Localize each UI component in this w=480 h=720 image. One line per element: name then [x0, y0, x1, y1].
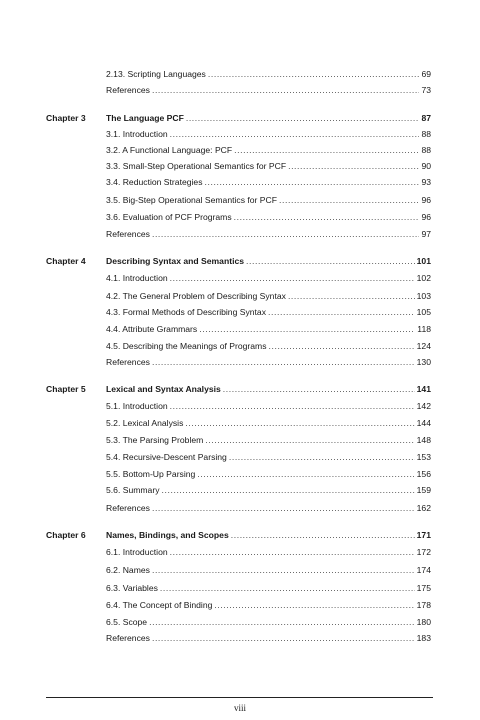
toc-entry[interactable] — [106, 600, 431, 611]
toc-entry[interactable] — [106, 273, 431, 284]
toc-entry[interactable] — [106, 485, 431, 496]
toc-entry-title: 3.1. Introduction — [106, 129, 168, 139]
chapter-label: Chapter 6 — [46, 530, 86, 540]
toc-entry-page: 156 — [416, 469, 431, 479]
dot-leader — [152, 565, 415, 576]
dot-leader — [152, 85, 419, 96]
toc-entry-page: 162 — [416, 503, 431, 513]
toc-entry-title: 3.2. A Functional Language: PCF — [106, 145, 233, 155]
dot-leader — [152, 357, 415, 368]
dot-leader — [152, 503, 415, 514]
toc-entry[interactable] — [106, 503, 431, 514]
toc-entry-title: 3.5. Big-Step Operational Semantics for PCF — [106, 195, 277, 205]
toc-entry-title: 4.3. Formal Methods of Describing Syntax — [106, 307, 267, 317]
toc-entry-page: 102 — [416, 273, 431, 283]
toc-entry-page: 96 — [421, 195, 431, 205]
toc-entry-page: 159 — [416, 485, 431, 495]
toc-entry-page: 130 — [416, 357, 431, 367]
toc-entry-page: 88 — [421, 129, 431, 139]
toc-entry-page: 87 — [421, 113, 431, 123]
toc-entry-page: 105 — [416, 307, 431, 317]
toc-entry-title: 3.6. Evaluation of PCF Programs — [106, 212, 232, 222]
footer-rule — [46, 697, 433, 698]
toc-entry-title: 4.4. Attribute Grammars — [106, 324, 198, 334]
toc-entry-page: 171 — [416, 530, 431, 540]
toc-entry-page: 88 — [421, 145, 431, 155]
toc-entry[interactable] — [106, 547, 431, 558]
toc-entry-page: 183 — [416, 633, 431, 643]
toc-entry-title: 6.5. Scope — [106, 617, 148, 627]
toc-entry[interactable] — [106, 161, 431, 172]
toc-entry-page: 175 — [416, 583, 431, 593]
dot-leader — [231, 530, 415, 541]
toc-entry-title: 5.4. Recursive-Descent Parsing — [106, 452, 227, 462]
toc-chapter-entry[interactable] — [106, 256, 431, 267]
chapter-label: Chapter 4 — [46, 256, 86, 266]
toc-chapter-entry[interactable] — [106, 113, 431, 124]
dot-leader — [149, 617, 415, 628]
dot-leader — [186, 113, 420, 124]
dot-leader — [152, 633, 415, 644]
toc-entry-title: 4.1. Introduction — [106, 273, 168, 283]
toc-entry[interactable] — [106, 418, 431, 429]
toc-entry[interactable] — [106, 324, 431, 335]
dot-leader — [208, 69, 420, 80]
toc-entry-title: 3.4. Reduction Strategies — [106, 177, 203, 187]
toc-entry[interactable] — [106, 469, 431, 480]
toc-entry-page: 174 — [416, 565, 431, 575]
toc-entry[interactable] — [106, 583, 431, 594]
dot-leader — [269, 341, 415, 352]
dot-leader — [288, 291, 415, 302]
toc-entry-title: 5.3. The Parsing Problem — [106, 435, 204, 445]
toc-entry-page: 142 — [416, 401, 431, 411]
toc-entry[interactable] — [106, 145, 431, 156]
toc-entry-title: References — [106, 85, 150, 95]
toc-entry-title: 5.2. Lexical Analysis — [106, 418, 184, 428]
toc-entry[interactable] — [106, 357, 431, 368]
toc-entry-title: The Language PCF — [106, 113, 184, 123]
toc-entry-page: 124 — [416, 341, 431, 351]
toc-entry-title: 4.5. Describing the Meanings of Programs — [106, 341, 267, 351]
dot-leader — [170, 547, 415, 558]
dot-leader — [170, 129, 420, 140]
dot-leader — [229, 452, 415, 463]
dot-leader — [185, 418, 414, 429]
toc-entry-title: Describing Syntax and Semantics — [106, 256, 245, 266]
toc-entry[interactable] — [106, 617, 431, 628]
toc-entry[interactable] — [106, 565, 431, 576]
dot-leader — [197, 469, 414, 480]
dot-leader — [205, 177, 420, 188]
chapter-label: Chapter 5 — [46, 384, 86, 394]
toc-entry-title: 4.2. The General Problem of Describing Syntax — [106, 291, 286, 301]
toc-entry-page: 101 — [416, 256, 431, 266]
toc-entry-title: 5.5. Bottom-Up Parsing — [106, 469, 196, 479]
dot-leader — [223, 384, 415, 395]
chapter-label: Chapter 3 — [46, 113, 86, 123]
toc-entry-title: 6.4. The Concept of Binding — [106, 600, 213, 610]
toc-entry[interactable] — [106, 291, 431, 302]
toc-entry-page: 97 — [421, 229, 431, 239]
toc-entry[interactable] — [106, 401, 431, 412]
toc-entry-page: 144 — [416, 418, 431, 428]
toc-entry-page: 69 — [421, 69, 431, 79]
toc-entry-title: 6.3. Variables — [106, 583, 158, 593]
toc-entry[interactable] — [106, 195, 431, 206]
toc-entry-title: 3.3. Small-Step Operational Semantics for PCF — [106, 161, 287, 171]
toc-entry-page: 90 — [421, 161, 431, 171]
toc-entry-page: 103 — [416, 291, 431, 301]
toc-entry-page: 172 — [416, 547, 431, 557]
dot-leader — [162, 485, 415, 496]
toc-entry-page: 178 — [416, 600, 431, 610]
toc-entry-page: 118 — [417, 324, 431, 334]
dot-leader — [152, 229, 419, 240]
toc-chapter-entry[interactable] — [106, 384, 431, 395]
toc-entry[interactable] — [106, 452, 431, 463]
dot-leader — [234, 212, 420, 223]
toc-entry[interactable] — [106, 85, 431, 96]
dot-leader — [160, 583, 415, 594]
dot-leader — [170, 401, 415, 412]
toc-entry-title: Lexical and Syntax Analysis — [106, 384, 221, 394]
dot-leader — [279, 195, 419, 206]
toc-entry-title: References — [106, 633, 150, 643]
toc-entry-page: 96 — [421, 212, 431, 222]
dot-leader — [205, 435, 414, 446]
toc-entry[interactable] — [106, 435, 431, 446]
toc-entry[interactable] — [106, 177, 431, 188]
toc-entry-title: References — [106, 357, 150, 367]
toc-entry-page: 93 — [421, 177, 431, 187]
dot-leader — [288, 161, 419, 172]
toc-entry-title: 5.6. Summary — [106, 485, 160, 495]
toc-entry-page: 148 — [416, 435, 431, 445]
page-number: viii — [233, 703, 246, 713]
toc-entry-page: 73 — [421, 85, 431, 95]
toc-entry-page: 141 — [416, 384, 431, 394]
toc-entry-page: 153 — [416, 452, 431, 462]
toc-entry-title: Names, Bindings, and Scopes — [106, 530, 229, 540]
toc-entry[interactable] — [106, 341, 431, 352]
toc-entry-title: 5.1. Introduction — [106, 401, 168, 411]
toc-entry-title: References — [106, 503, 150, 513]
toc-entry-title: References — [106, 229, 150, 239]
toc-entry-title: 2.13. Scripting Languages — [106, 69, 206, 79]
toc-entry[interactable] — [106, 229, 431, 240]
dot-leader — [268, 307, 415, 318]
dot-leader — [199, 324, 415, 335]
toc-entry[interactable] — [106, 212, 431, 223]
toc-entry-title: 6.1. Introduction — [106, 547, 168, 557]
dot-leader — [246, 256, 415, 267]
dot-leader — [234, 145, 419, 156]
dot-leader — [170, 273, 415, 284]
toc-entry[interactable] — [106, 129, 431, 140]
toc-entry-title: 6.2. Names — [106, 565, 150, 575]
toc-entry-page: 180 — [416, 617, 431, 627]
toc-chapter-entry[interactable] — [106, 530, 431, 541]
toc-entry[interactable] — [106, 633, 431, 644]
dot-leader — [214, 600, 414, 611]
toc-entry[interactable] — [106, 69, 431, 80]
toc-entry[interactable] — [106, 307, 431, 318]
